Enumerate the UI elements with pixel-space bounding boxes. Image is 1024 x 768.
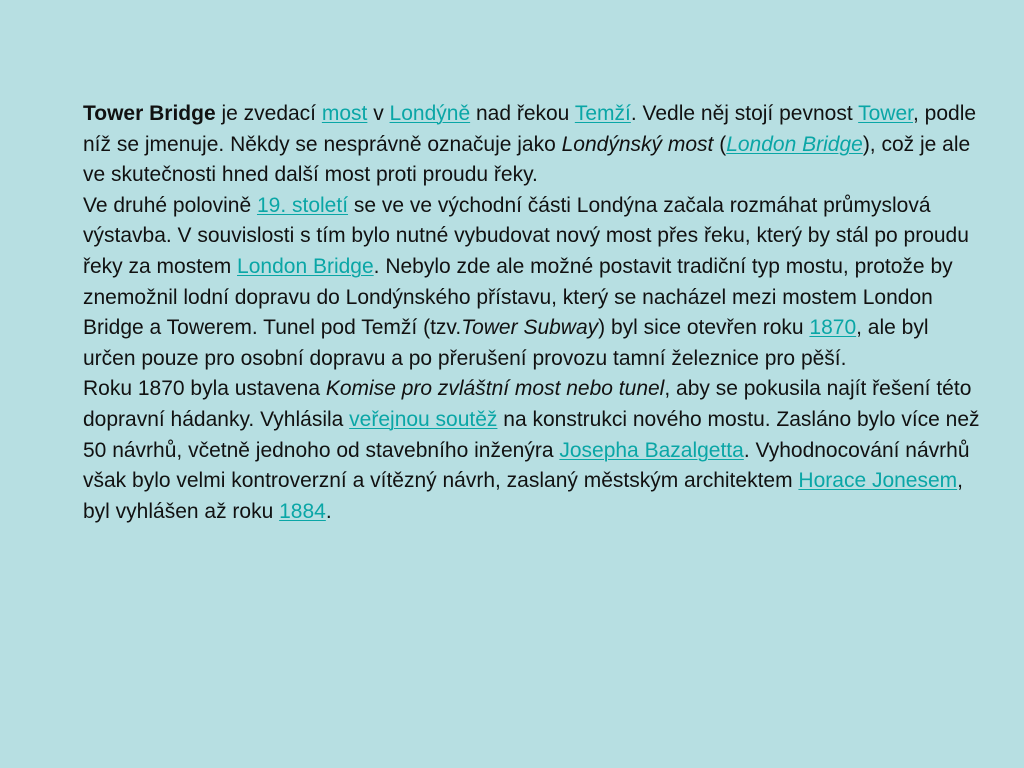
link-london-bridge-italic[interactable]: London Bridge bbox=[726, 132, 863, 156]
text-run: ) byl sice otevřen roku bbox=[598, 316, 810, 340]
link-londyne[interactable]: Londýně bbox=[389, 102, 471, 125]
title-term: Tower Bridge bbox=[83, 102, 216, 125]
text-run: , aby se pokusila najít řešení této dopravní hádanky. Vyhlásila bbox=[83, 377, 972, 431]
link-tower[interactable]: Tower bbox=[858, 102, 913, 125]
link-most[interactable]: most bbox=[321, 102, 368, 125]
text-run: je zvedací bbox=[215, 102, 322, 125]
link-verejna-soutez[interactable]: veřejnou soutěž bbox=[349, 407, 498, 431]
slide-text-body bbox=[83, 99, 983, 527]
text-run: , podle níž se jmenuje. Někdy se nesprávně označuje jako bbox=[83, 102, 977, 156]
text-run: . Vyhodnocování návrhů však bylo velmi kontroverzní a vítězný návrh, zaslaný městským architektem bbox=[83, 438, 970, 493]
link-1884[interactable]: 1884 bbox=[279, 499, 326, 523]
text-run: ( bbox=[713, 132, 727, 156]
link-19th-century[interactable]: 19. století bbox=[256, 193, 349, 217]
link-horace-jones[interactable]: Horace Jonesem bbox=[798, 469, 958, 493]
text-run: . bbox=[325, 499, 332, 523]
paragraph-intro bbox=[83, 99, 983, 191]
text-run: nad řekou bbox=[470, 102, 575, 125]
text-run: . Vedle něj stojí pevnost bbox=[630, 102, 859, 125]
text-run: Ve druhé polovině bbox=[83, 193, 257, 217]
link-joseph-bazalgette[interactable]: Josepha Bazalgetta bbox=[559, 438, 744, 462]
text-run: ), což je ale ve skutečnosti hned další most proti proudu řeky. bbox=[83, 132, 971, 187]
text-run: , ale byl určen pouze pro osobní dopravu a po přerušení provozu tamní železnice pro pěší. bbox=[83, 316, 929, 370]
text-run: , byl vyhlášen až roku bbox=[83, 469, 964, 523]
text-run: na konstrukci nového mostu. Zasláno bylo více než 50 návrhů, včetně jednoho od stavebního inženýra bbox=[83, 407, 980, 462]
italic-term: Komise pro zvláštní most nebo tunel bbox=[325, 377, 665, 401]
italic-term: Tower Subway bbox=[461, 316, 599, 340]
link-temzi[interactable]: Temží bbox=[574, 102, 631, 125]
link-1870[interactable]: 1870 bbox=[809, 316, 857, 340]
link-london-bridge[interactable]: London Bridge bbox=[237, 254, 374, 278]
text-run: . Nebylo zde ale možné postavit tradiční typ mostu, protože by znemožnil lodní dopravu do Londýnského přístavu, který se nacházel mezi mostem London Bridge a Towerem. Tunel pod Temží (tzv. bbox=[83, 254, 953, 340]
paragraph-competition bbox=[83, 374, 983, 527]
paragraph-history bbox=[83, 191, 983, 375]
text-run: v bbox=[367, 102, 390, 125]
text-run: se ve ve východní části Londýna začala rozmáhat průmyslová výstavba. V souvislosti s tím bylo nutné vybudovat nový most přes řeku, který by stál po proudu řeky za mostem bbox=[83, 193, 969, 278]
text-run: Roku 1870 byla ustavena bbox=[83, 377, 326, 401]
italic-term: Londýnský most bbox=[561, 132, 714, 156]
